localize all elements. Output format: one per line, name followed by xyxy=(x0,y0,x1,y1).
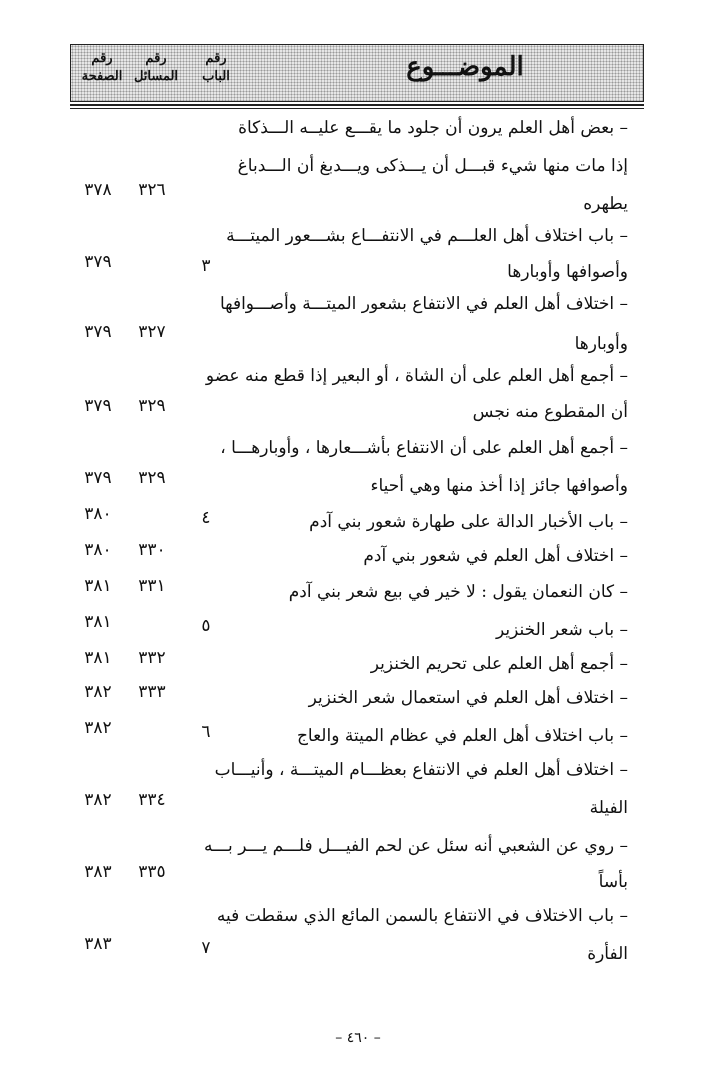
toc-line: وأوبارها xyxy=(574,334,628,354)
issue-number: ٣٢٩ xyxy=(138,396,166,416)
chapter-number: ٤ xyxy=(201,508,211,528)
header-rule-thin xyxy=(70,108,644,109)
page-number: ٣٨٠ xyxy=(84,504,112,524)
issue-number: ٣٢٩ xyxy=(138,468,166,488)
header-chapter-word1: رقم xyxy=(205,51,227,66)
issue-number: ٣٣٢ xyxy=(138,648,166,668)
page-number: ٣٨٢ xyxy=(84,790,112,810)
header-chapter-word2: الباب xyxy=(202,69,230,84)
toc-line: – باب الأخبار الدالة على طهارة شعور بني آدم xyxy=(309,512,628,532)
issue-number: ٣٣٠ xyxy=(138,540,166,560)
page-number: ٣٨٢ xyxy=(84,718,112,738)
chapter-number: ٦ xyxy=(201,722,211,742)
issue-number: ٣٣٥ xyxy=(138,862,166,882)
toc-line: – باب شعر الخنزير xyxy=(496,620,628,640)
toc-line: – اختلاف أهل العلم في الانتفاع بشعور الميتـــة وأصـــوافها xyxy=(219,294,628,314)
page-number: ٣٨١ xyxy=(84,612,112,632)
header-chapter-col xyxy=(186,50,246,86)
issue-number: ٣٢٧ xyxy=(138,322,166,342)
page-number: ٣٨٣ xyxy=(84,934,112,954)
toc-line: – باب اختلاف أهل العلـــم في الانتفـــاع بشـــعور الميتـــة xyxy=(226,226,628,246)
toc-line: وأصوافها وأوبارها xyxy=(507,262,628,282)
header-page-col xyxy=(72,50,132,86)
chapter-number: ٣ xyxy=(201,256,211,276)
page-number: ٣٨٢ xyxy=(84,682,112,702)
toc-line: أن المقطوع منه نجس xyxy=(472,402,628,422)
toc-line: – اختلاف أهل العلم في شعور بني آدم xyxy=(363,546,628,566)
toc-line: – اختلاف أهل العلم في استعمال شعر الخنزير xyxy=(308,688,628,708)
toc-line: – بعض أهل العلم يرون أن جلود ما يقـــع عليــه الـــذكاة xyxy=(238,118,628,138)
page-number: ٣٨١ xyxy=(84,576,112,596)
toc-line: – أجمع أهل العلم على تحريم الخنزير xyxy=(370,654,628,674)
toc-line: – أجمع أهل العلم على أن الشاة ، أو البعير إذا قطع منه عضو xyxy=(205,366,628,386)
toc-line: الفيلة xyxy=(589,798,628,818)
issue-number: ٣٣٤ xyxy=(138,790,166,810)
toc-line: – اختلاف أهل العلم في الانتفاع بعظـــام الميتـــة ، وأنيـــاب xyxy=(214,760,628,780)
toc-line: وأصوافها جائز إذا أخذ منها وهي أحياء xyxy=(370,476,628,496)
page-number: ٣٧٨ xyxy=(84,180,112,200)
page-number: ٣٧٩ xyxy=(84,322,112,342)
header-title: الموضـــوع xyxy=(406,52,524,82)
header-issue-word2: المسائل xyxy=(133,69,179,84)
issue-number: ٣٣٣ xyxy=(138,682,166,702)
toc-line: بأساً xyxy=(598,872,628,892)
issue-number: ٣٢٦ xyxy=(138,180,166,200)
header-issue-word1: رقم xyxy=(145,51,167,66)
toc-line: إذا مات منها شيء قبـــل أن يـــذكى ويـــدبغ أن الـــدباغ xyxy=(237,156,628,176)
page-number: ٣٧٩ xyxy=(84,468,112,488)
page-footer-number: – ٤٦٠ – xyxy=(335,1030,381,1046)
chapter-number: ٥ xyxy=(201,616,211,636)
issue-number: ٣٣١ xyxy=(138,576,166,596)
toc-line: – كان النعمان يقول : لا خير في بيع شعر بني آدم xyxy=(288,582,628,602)
toc-line: – باب الاختلاف في الانتفاع بالسمن المائع الذي سقطت فيه xyxy=(216,906,628,926)
toc-line: – أجمع أهل العلم على أن الانتفاع بأشـــعارها ، وأوبارهـــا ، xyxy=(220,438,628,458)
toc-line: – باب اختلاف أهل العلم في عظام الميتة والعاج xyxy=(296,726,628,746)
header-rule xyxy=(70,104,644,106)
page-number: ٣٨٠ xyxy=(84,540,112,560)
page-number: ٣٨٣ xyxy=(84,862,112,882)
toc-line: – روي عن الشعبي أنه سئل عن لحم الفيـــل فلـــم يـــر بـــه xyxy=(204,836,628,856)
header-page-word1: رقم xyxy=(91,51,113,66)
page-number: ٣٧٩ xyxy=(84,396,112,416)
toc-line: يطهره xyxy=(583,194,628,214)
chapter-number: ٧ xyxy=(201,938,211,958)
toc-line: الفأرة xyxy=(587,944,628,964)
header-issue-col xyxy=(126,50,186,86)
header-page-word2: الصفحة xyxy=(81,69,123,84)
page-number: ٣٧٩ xyxy=(84,252,112,272)
page-number: ٣٨١ xyxy=(84,648,112,668)
